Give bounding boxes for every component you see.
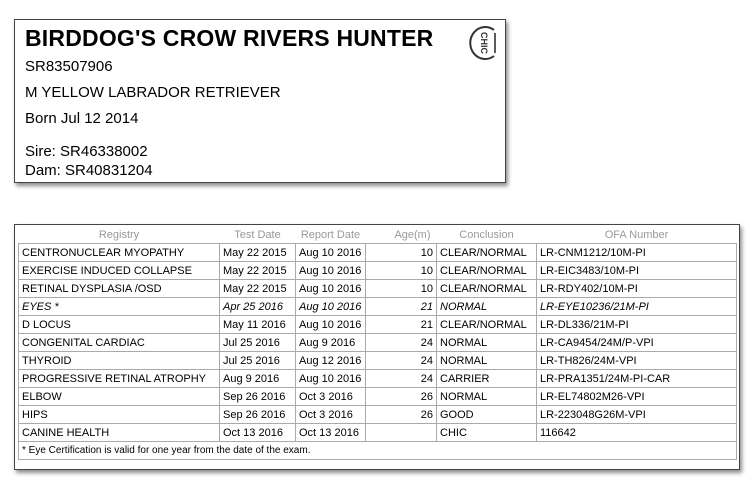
footnote-row — [19, 442, 737, 460]
dam: Dam: SR40831204 — [25, 162, 153, 179]
report-date-cell: Aug 10 2016 — [296, 244, 366, 262]
header-registry: Registry — [19, 227, 220, 244]
report-date-cell: Oct 13 2016 — [296, 424, 366, 442]
header-conclusion: Conclusion — [437, 227, 537, 244]
registry-cell: CANINE HEALTH — [19, 424, 220, 442]
registry-cell: CENTRONUCLEAR MYOPATHY — [19, 244, 220, 262]
age-cell: 26 — [366, 388, 437, 406]
table-row — [19, 262, 737, 280]
report-date-cell: Aug 10 2016 — [296, 316, 366, 334]
report-date-cell: Oct 3 2016 — [296, 388, 366, 406]
report-date-cell: Aug 9 2016 — [296, 334, 366, 352]
header-ofa-number: OFA Number — [537, 227, 737, 244]
conclusion-cell: CLEAR/NORMAL — [437, 316, 537, 334]
report-date-cell: Aug 10 2016 — [296, 298, 366, 316]
table-row — [19, 406, 737, 424]
age-cell: 26 — [366, 406, 437, 424]
conclusion-cell: GOOD — [437, 406, 537, 424]
birth-date: Born Jul 12 2014 — [25, 110, 139, 127]
registry-cell: PROGRESSIVE RETINAL ATROPHY — [19, 370, 220, 388]
conclusion-cell: CHIC — [437, 424, 537, 442]
test-date-cell: Sep 26 2016 — [220, 406, 296, 424]
report-date-cell: Aug 10 2016 — [296, 262, 366, 280]
registry-cell: THYROID — [19, 352, 220, 370]
table-row — [19, 370, 737, 388]
health-results-card — [14, 224, 740, 470]
test-date-cell: Jul 25 2016 — [220, 334, 296, 352]
table-row — [19, 388, 737, 406]
table-row — [19, 334, 737, 352]
registry-cell: EYES * — [19, 298, 220, 316]
test-date-cell: Jul 25 2016 — [220, 352, 296, 370]
ofa-number-cell: LR-CNM1212/10M-PI — [537, 244, 737, 262]
report-date-cell: Aug 10 2016 — [296, 280, 366, 298]
ofa-number-cell: LR-EYE10236/21M-PI — [537, 298, 737, 316]
report-date-cell: Aug 10 2016 — [296, 370, 366, 388]
eye-certification-footnote: * Eye Certification is valid for one year from the date of the exam. — [19, 442, 737, 460]
dog-info-card — [14, 19, 506, 183]
conclusion-cell: NORMAL — [437, 298, 537, 316]
table-header-row — [19, 227, 737, 244]
svg-text:CHIC: CHIC — [479, 32, 489, 54]
registry-cell: EXERCISE INDUCED COLLAPSE — [19, 262, 220, 280]
ofa-number-cell: LR-TH826/24M-VPI — [537, 352, 737, 370]
ofa-number-cell: 116642 — [537, 424, 737, 442]
conclusion-cell: CLEAR/NORMAL — [437, 244, 537, 262]
ofa-number-cell: LR-EIC3483/10M-PI — [537, 262, 737, 280]
table-row — [19, 352, 737, 370]
age-cell: 10 — [366, 244, 437, 262]
age-cell: 21 — [366, 298, 437, 316]
age-cell — [366, 424, 437, 442]
ofa-number-cell: LR-PRA1351/24M-PI-CAR — [537, 370, 737, 388]
conclusion-cell: NORMAL — [437, 388, 537, 406]
conclusion-cell: NORMAL — [437, 352, 537, 370]
ofa-number-cell: LR-DL336/21M-PI — [537, 316, 737, 334]
conclusion-cell: CLEAR/NORMAL — [437, 280, 537, 298]
table-row — [19, 280, 737, 298]
ofa-number-cell: LR-CA9454/24M/P-VPI — [537, 334, 737, 352]
conclusion-cell: NORMAL — [437, 334, 537, 352]
registration-number: SR83507906 — [25, 58, 113, 75]
table-row — [19, 298, 737, 316]
sire: Sire: SR46338002 — [25, 143, 148, 160]
age-cell: 24 — [366, 334, 437, 352]
age-cell: 10 — [366, 280, 437, 298]
health-results-table — [18, 227, 737, 460]
test-date-cell: May 22 2015 — [220, 280, 296, 298]
age-cell: 21 — [366, 316, 437, 334]
age-cell: 24 — [366, 370, 437, 388]
ofa-number-cell: LR-RDY402/10M-PI — [537, 280, 737, 298]
report-date-cell: Oct 3 2016 — [296, 406, 366, 424]
registry-cell: CONGENITAL CARDIAC — [19, 334, 220, 352]
header-report-date: Report Date — [296, 227, 366, 244]
table-row — [19, 244, 737, 262]
chic-seal-icon — [467, 25, 501, 61]
ofa-number-cell: LR-EL74802M26-VPI — [537, 388, 737, 406]
ofa-number-cell: LR-223048G26M-VPI — [537, 406, 737, 424]
test-date-cell: May 22 2015 — [220, 262, 296, 280]
test-date-cell: Apr 25 2016 — [220, 298, 296, 316]
report-date-cell: Aug 12 2016 — [296, 352, 366, 370]
test-date-cell: Sep 26 2016 — [220, 388, 296, 406]
dog-name: BIRDDOG'S CROW RIVERS HUNTER — [25, 25, 434, 51]
conclusion-cell: CLEAR/NORMAL — [437, 262, 537, 280]
test-date-cell: May 22 2015 — [220, 244, 296, 262]
age-cell: 10 — [366, 262, 437, 280]
sex-color-breed: M YELLOW LABRADOR RETRIEVER — [25, 84, 281, 101]
age-cell: 24 — [366, 352, 437, 370]
test-date-cell: Aug 9 2016 — [220, 370, 296, 388]
header-test-date: Test Date — [220, 227, 296, 244]
registry-cell: HIPS — [19, 406, 220, 424]
table-row — [19, 316, 737, 334]
test-date-cell: Oct 13 2016 — [220, 424, 296, 442]
registry-cell: D LOCUS — [19, 316, 220, 334]
table-row — [19, 424, 737, 442]
header-age: Age(m) — [366, 227, 437, 244]
conclusion-cell: CARRIER — [437, 370, 537, 388]
registry-cell: ELBOW — [19, 388, 220, 406]
test-date-cell: May 11 2016 — [220, 316, 296, 334]
registry-cell: RETINAL DYSPLASIA /OSD — [19, 280, 220, 298]
